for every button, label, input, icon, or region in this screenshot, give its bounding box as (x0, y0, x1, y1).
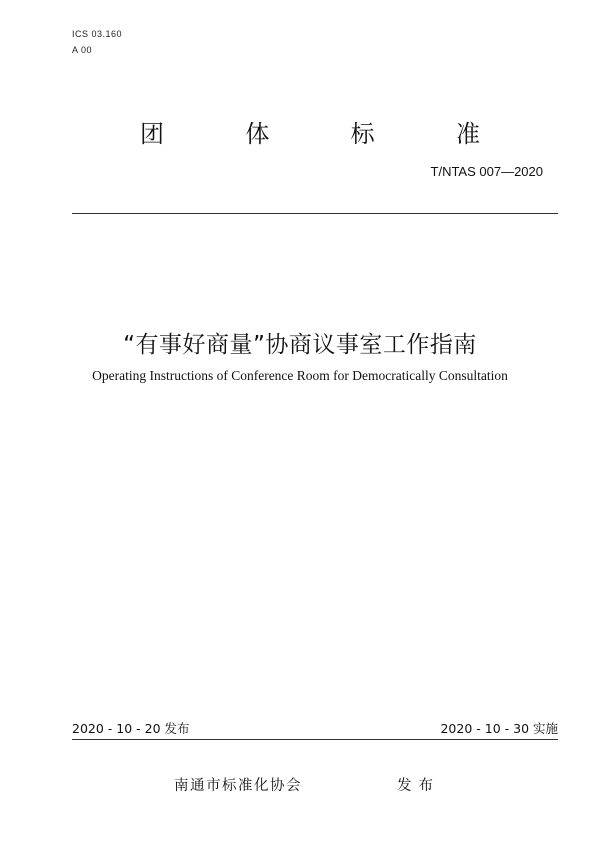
implementation-date: 2020 - 10 - 30 实施 (440, 721, 558, 736)
publish-label: 发布 (397, 778, 440, 794)
standard-type-char: 标 (350, 120, 375, 148)
standard-type-heading (140, 114, 480, 149)
standard-type-char: 团 (140, 120, 164, 148)
standard-type-char: 体 (245, 120, 270, 148)
publisher-name: 南通市标准化协会 (174, 778, 302, 794)
header-divider (72, 213, 558, 214)
issue-date: 2020 - 10 - 20 发布 (72, 721, 190, 736)
standard-number: T/NTAS 007—2020 (430, 164, 543, 179)
title-chinese: “有事好商量”协商议事室工作指南 (123, 332, 477, 358)
ics-code: ICS 03.160 (72, 29, 123, 39)
ccs-code: A 00 (72, 45, 93, 55)
standard-type-char: 准 (455, 120, 480, 148)
footer-divider (72, 739, 558, 740)
title-english: Operating Instructions of Conference Room for Democratically Consultation (92, 368, 508, 383)
